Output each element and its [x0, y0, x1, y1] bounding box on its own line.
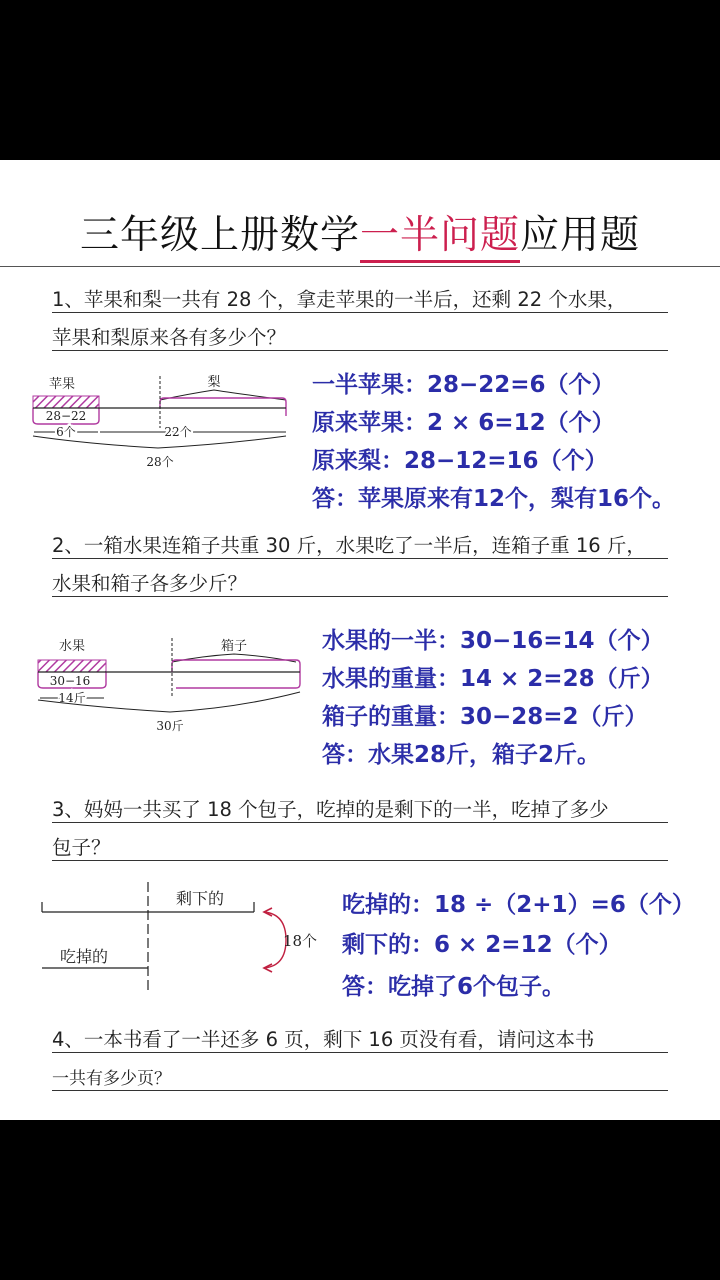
q2-answer-3: 箱子的重量：30−28=2（斤） — [322, 704, 648, 730]
q3-rule2 — [52, 860, 668, 861]
q3-total-label: 18个 — [282, 932, 318, 950]
q2-line2: 水果和箱子各多少斤？ — [52, 572, 248, 595]
q2-label-fruit: 水果 — [58, 639, 86, 654]
q3-rule1 — [52, 822, 668, 823]
q2-box-bracket — [172, 660, 300, 688]
q2-seg1-label: 14斤 — [58, 691, 86, 705]
q2-rule1 — [52, 558, 668, 559]
q3-answer-1: 吃掉的：18 ÷（2+1）=6（个） — [342, 892, 695, 918]
q2-answer-4: 答：水果28斤，箱子2斤。 — [322, 742, 601, 768]
q2-total-label: 30斤 — [156, 719, 184, 733]
q1-total-label: 28个 — [146, 455, 174, 469]
title-highlight: 一半问题 — [360, 213, 520, 263]
q1-label-apple: 苹果 — [48, 377, 76, 392]
q2-answer-2: 水果的重量：14 × 2=28（斤） — [322, 666, 664, 692]
worksheet-page — [0, 160, 720, 1120]
q4-line2: 一共有多少页？ — [52, 1069, 171, 1089]
q1-line2: 苹果和梨原来各有多少个？ — [52, 326, 287, 349]
q1-line1: 1、苹果和梨一共有 28 个，拿走苹果的一半后，还剩 22 个水果， — [52, 288, 627, 311]
q3-answer-3: 答：吃掉了6个包子。 — [342, 974, 566, 1000]
q1-inner-expr: 28−22 — [45, 409, 87, 423]
q1-answer-3: 原来梨：28−12=16（个） — [312, 448, 608, 474]
q3-line2: 包子？ — [52, 836, 111, 859]
q1-seg1-label: 6个 — [56, 425, 76, 439]
title-prefix: 三年级上册数学 — [79, 213, 360, 258]
q4-rule2 — [52, 1090, 668, 1091]
q2-hatched-half — [38, 660, 106, 672]
q1-answer-2: 原来苹果：2 × 6=12（个） — [312, 410, 615, 436]
q2-line1: 2、一箱水果连箱子共重 30 斤，水果吃了一半后，连箱子重 16 斤， — [52, 534, 646, 557]
q2-answer-1: 水果的一半：30−16=14（个） — [322, 628, 664, 654]
q3-line1: 3、妈妈一共买了 18 个包子，吃掉的是剩下的一半，吃掉了多少 — [52, 798, 609, 821]
q3-label-remaining: 剩下的 — [175, 889, 225, 908]
q1-answer-4: 答：苹果原来有12个，梨有16个。 — [312, 486, 676, 512]
q1-hatched-half — [33, 396, 99, 408]
q3-diagram — [36, 874, 326, 990]
q4-line1: 4、一本书看了一半还多 6 页，剩下 16 页没有看，请问这本书 — [52, 1028, 595, 1051]
q3-answer-2: 剩下的：6 × 2=12（个） — [342, 932, 622, 958]
q3-label-eaten: 吃掉的 — [59, 947, 109, 966]
q2-box-brace — [172, 654, 296, 662]
q1-diagram — [28, 372, 298, 472]
q1-seg2-label: 22个 — [164, 425, 192, 439]
q2-rule2 — [52, 596, 668, 597]
q1-label-pear: 梨 — [207, 375, 221, 390]
q1-rule2 — [52, 350, 668, 351]
q2-diagram — [32, 634, 304, 734]
q2-inner-expr: 30−16 — [49, 674, 91, 688]
q1-rule1 — [52, 312, 668, 313]
q2-label-box: 箱子 — [220, 639, 248, 654]
page-title — [0, 204, 720, 260]
title-divider — [0, 266, 720, 267]
q1-pear-bracket — [160, 398, 286, 416]
title-suffix: 应用题 — [520, 213, 641, 258]
q4-rule1 — [52, 1052, 668, 1053]
q1-answer-1: 一半苹果：28−22=6（个） — [312, 372, 615, 398]
